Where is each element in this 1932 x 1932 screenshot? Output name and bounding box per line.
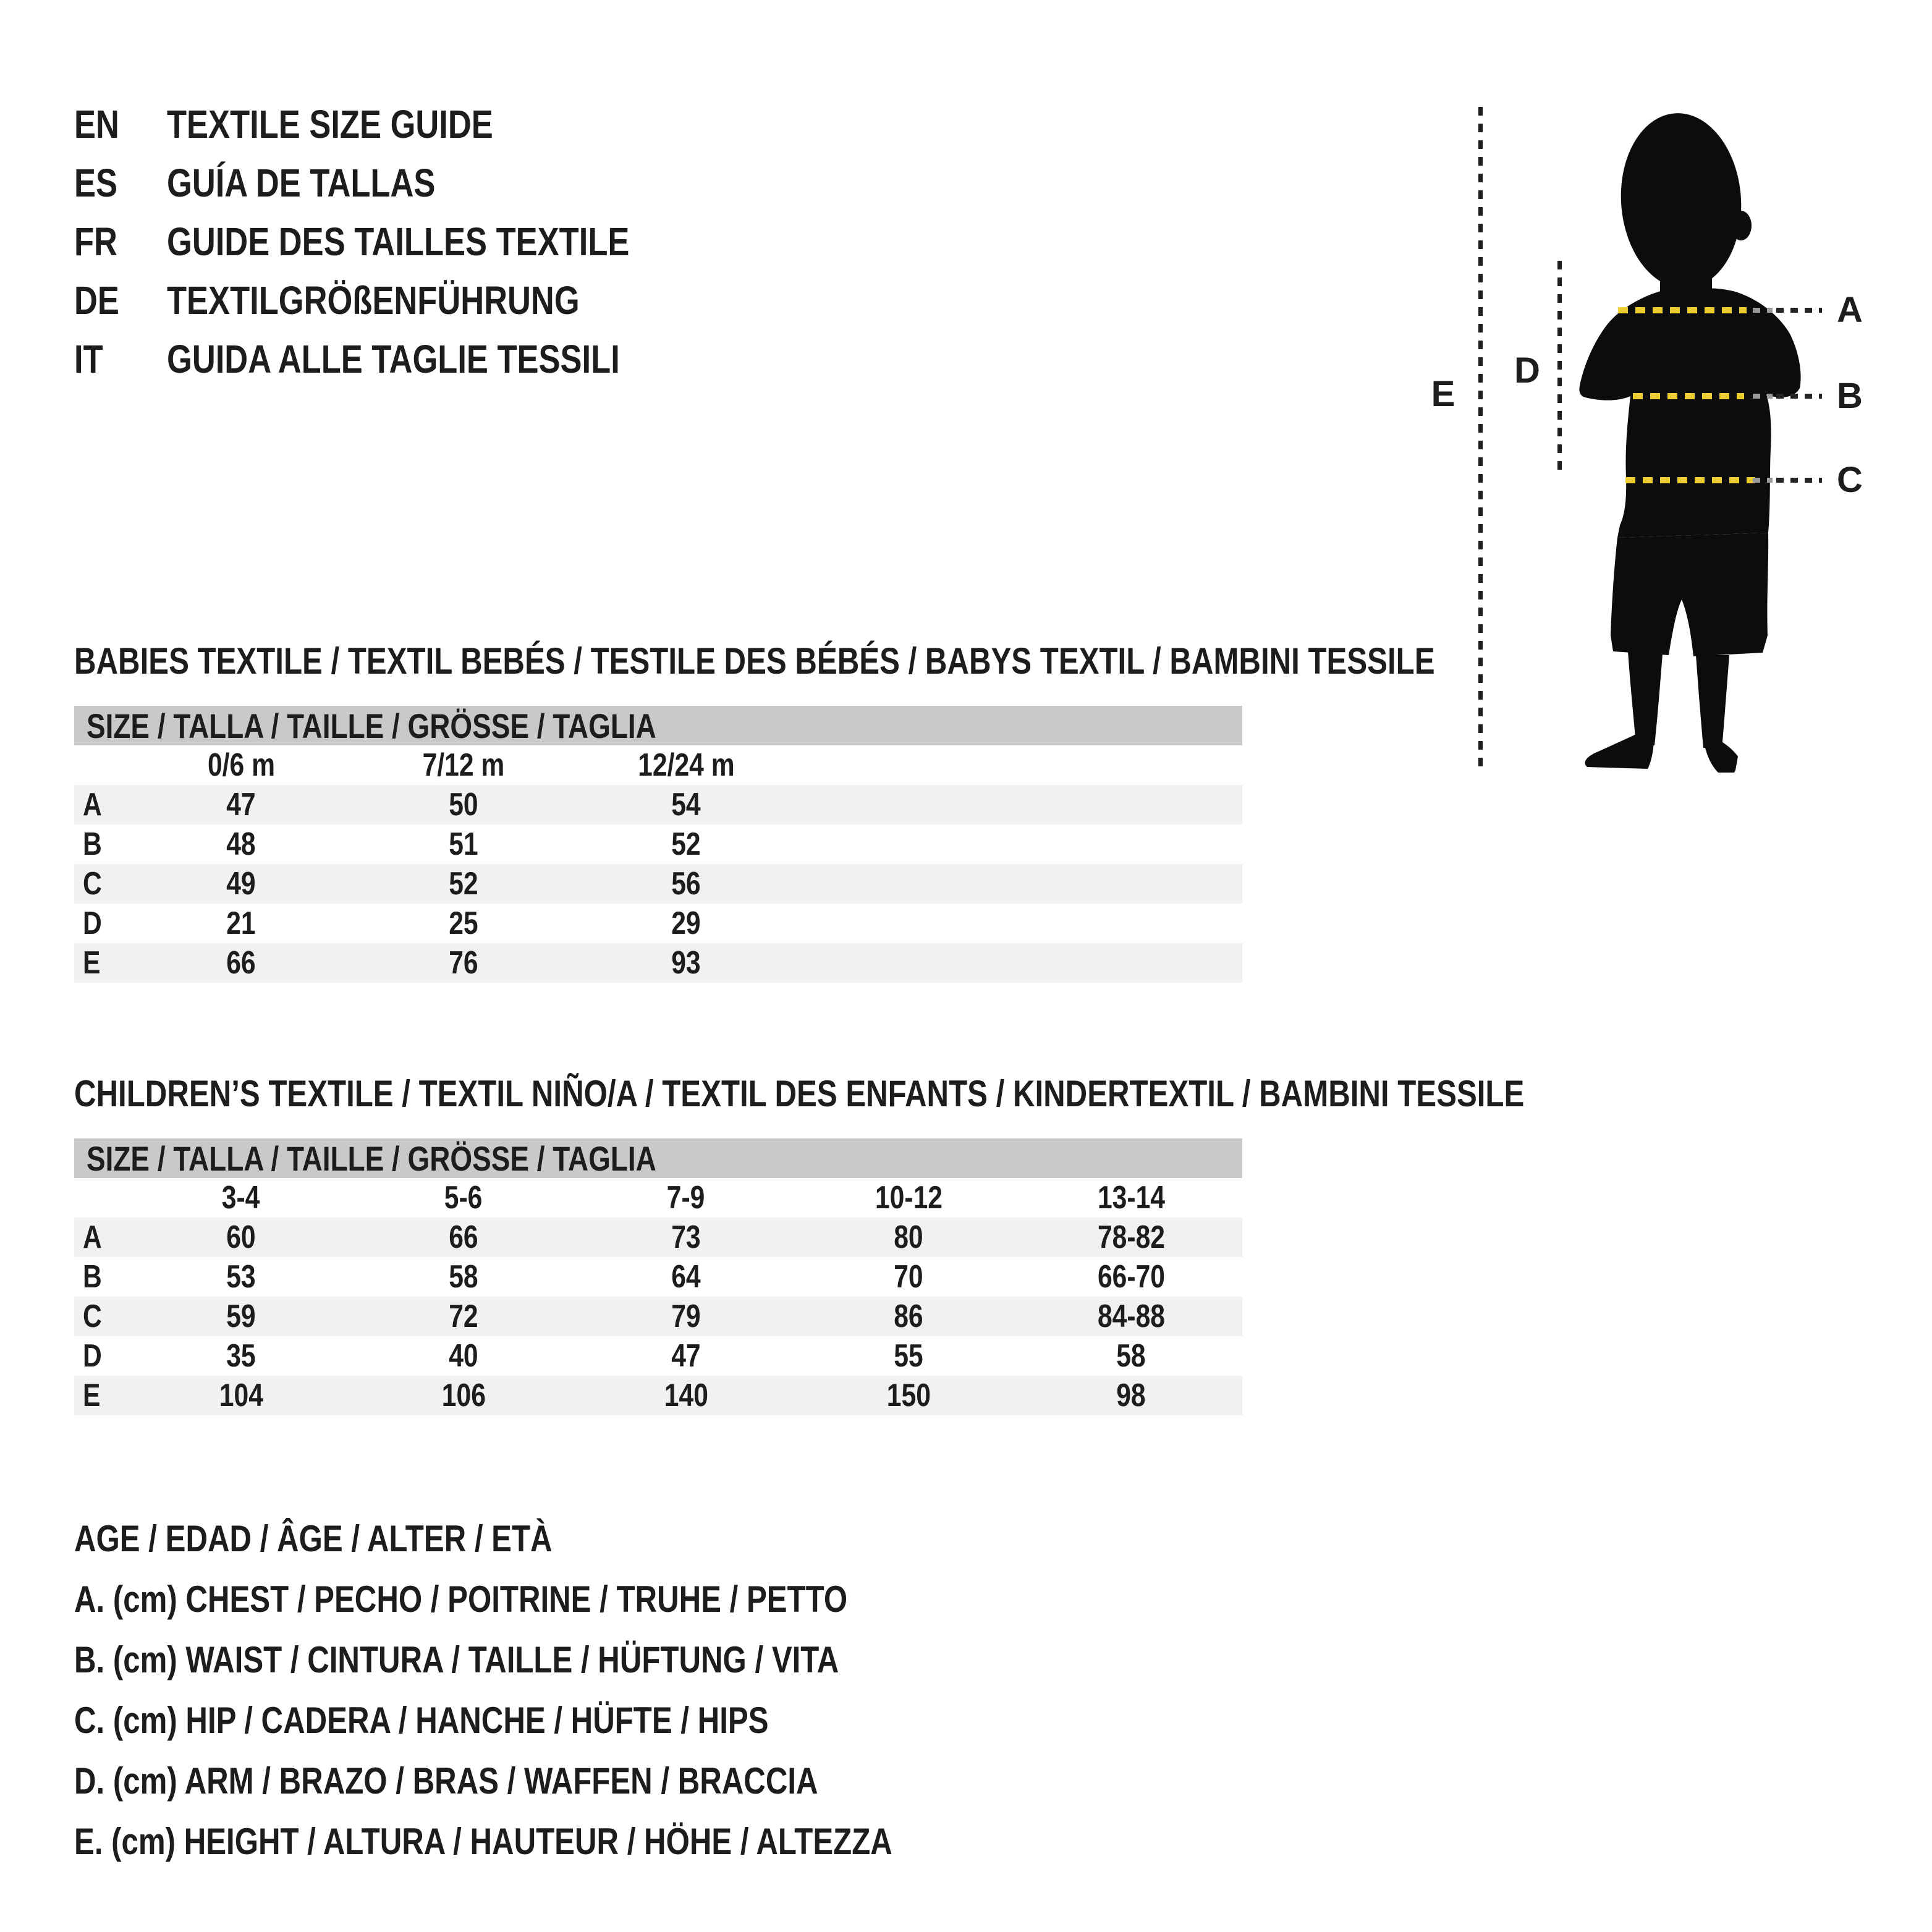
hip-measure-dashes <box>1625 477 1755 483</box>
figure-label-e: E <box>1431 374 1455 414</box>
language-title: TEXTILGRÖßENFÜHRUNG <box>167 278 580 323</box>
language-title: GUIDA ALLE TAGLIE TESSILI <box>167 336 620 381</box>
babies-col-1: 7/12 m <box>422 747 505 783</box>
language-list <box>74 95 731 388</box>
legend-chest-line: A. (cm) CHEST / PECHO / POITRINE / TRUHE / PETTO <box>74 1578 848 1620</box>
legend-waist-line: B. (cm) WAIST / CINTURA / TAILLE / HÜFTUNG / VITA <box>74 1638 839 1680</box>
babies-table-row: D 21 25 29 <box>83 905 701 941</box>
measurement-legend <box>74 1508 1072 1871</box>
figure-label-a: A <box>1837 290 1863 330</box>
babies-size-header-bar: SIZE / TALLA / TAILLE / GRÖSSE / TAGLIA <box>74 706 1242 745</box>
babies-table-row: E 66 76 93 <box>74 943 1242 983</box>
children-column-header-row <box>74 1178 1242 1218</box>
chest-measure-dashes <box>1618 307 1747 313</box>
children-col-4: 13-14 <box>1097 1180 1165 1216</box>
language-row-fr <box>74 212 731 271</box>
children-section-heading: CHILDREN’S TEXTILE / TEXTIL NIÑO/A / TEXTIL DES ENFANTS / KINDERTEXTIL / BAMBINI TESSILE <box>74 1073 1525 1114</box>
legend-height-line: E. (cm) HEIGHT / ALTURA / HAUTEUR / HÖHE / ALTEZZA <box>74 1820 892 1862</box>
children-col-3: 10-12 <box>875 1180 943 1216</box>
babies-column-header-row <box>74 745 1242 785</box>
legend-age-line: AGE / EDAD / ÂGE / ALTER / ETÀ <box>74 1517 553 1559</box>
babies-table-row: C 49 52 56 <box>74 864 1242 904</box>
figure-label-c: C <box>1837 460 1863 500</box>
language-code: IT <box>74 336 103 381</box>
language-row-it <box>74 329 731 388</box>
language-code: DE <box>74 278 119 323</box>
babies-table-row: B 48 51 52 <box>83 826 701 862</box>
children-table-row: D 35 40 47 55 58 <box>83 1338 1146 1374</box>
hip-leader-dots <box>1776 478 1822 483</box>
children-table-row: E 104 106 140 150 98 <box>74 1376 1242 1415</box>
language-title: TEXTILE SIZE GUIDE <box>167 101 493 146</box>
children-col-1: 5-6 <box>444 1180 483 1216</box>
babies-col-0: 0/6 m <box>207 747 275 783</box>
language-title: GUIDE DES TAILLES TEXTILE <box>167 219 630 264</box>
children-size-header-bar: SIZE / TALLA / TAILLE / GRÖSSE / TAGLIA <box>74 1138 1242 1178</box>
waist-measure-dashes <box>1633 393 1744 399</box>
babies-section-heading: BABIES TEXTILE / TEXTIL BEBÉS / TESTILE DES BÉBÉS / BABYS TEXTIL / BAMBINI TESSILE <box>74 640 1435 682</box>
chest-leader-dots <box>1776 308 1822 313</box>
language-title: GUÍA DE TALLAS <box>167 160 436 205</box>
language-code: FR <box>74 219 117 264</box>
hip-leader-fade <box>1753 478 1773 483</box>
chest-leader-fade <box>1753 308 1773 313</box>
legend-arm-line: D. (cm) ARM / BRAZO / BRAS / WAFFEN / BRACCIA <box>74 1760 818 1802</box>
legend-hip-line: C. (cm) HIP / CADERA / HANCHE / HÜFTE / HIPS <box>74 1699 769 1741</box>
waist-leader-dots <box>1776 394 1822 399</box>
babies-col-2: 12/24 m <box>637 747 735 783</box>
waist-leader-fade <box>1753 394 1773 399</box>
children-table-row: B 53 58 64 70 66-70 <box>83 1259 1165 1295</box>
children-col-0: 3-4 <box>222 1180 260 1216</box>
language-row-de <box>74 271 731 329</box>
language-row-en <box>74 95 731 153</box>
figure-label-d: D <box>1514 350 1540 391</box>
language-code: ES <box>74 160 118 205</box>
language-row-es <box>74 153 731 212</box>
babies-table-row: A 47 50 54 <box>74 785 1242 824</box>
figure-label-b: B <box>1837 376 1863 416</box>
language-code: EN <box>74 101 119 146</box>
children-table-row: C 59 72 79 86 84-88 <box>74 1297 1242 1336</box>
children-table-row: A 60 66 73 80 78-82 <box>74 1218 1242 1257</box>
children-col-2: 7-9 <box>667 1180 705 1216</box>
